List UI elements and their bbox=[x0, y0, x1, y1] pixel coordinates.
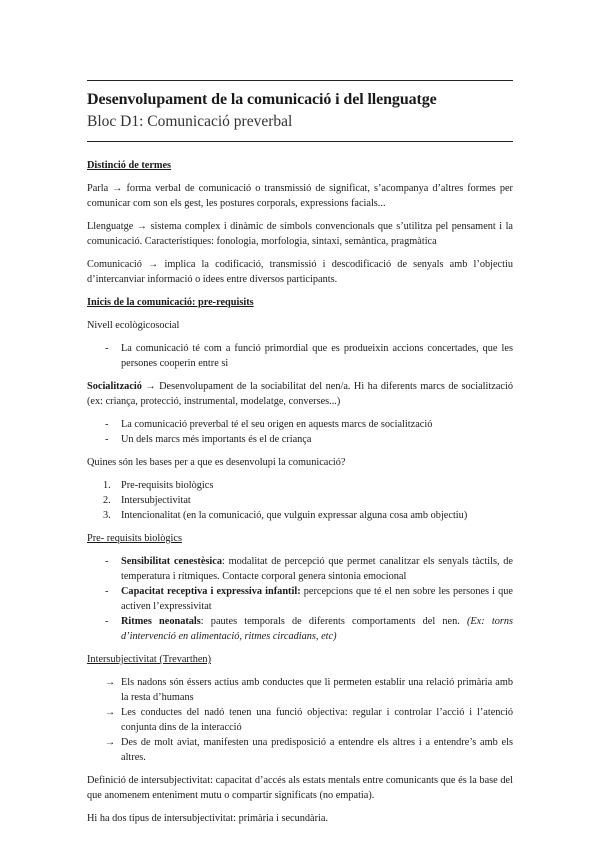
paragraph-parla: Parla → forma verbal de comunicació o transmissió de significat, s’acompanya d’altres formes per comunicar com son els gest, les postures corporals, expressions facials... bbox=[87, 183, 513, 209]
list-item: - La comunicació preverbal té el seu origen en aquests marcs de socialització bbox=[105, 419, 433, 430]
socialitzacio-list bbox=[87, 417, 513, 447]
paragraph-llenguatge: Llenguatge → sistema complex i dinàmic de símbols convencionals que s’utilitza pel pensament i la comunicació. Característiques: fonologia, morfologia, sintaxi, semàntica, pragmàtica bbox=[87, 221, 513, 247]
intersubjectivitat-list bbox=[87, 675, 513, 765]
section-heading-inicis: Inicis de la comunicació: pre-requisits bbox=[87, 297, 254, 308]
paragraph-comunicacio: Comunicació → implica la codificació, transmissió i descodificació de senyals amb l’objectiu d’intercanviar informació o idees entre diversos participants. bbox=[87, 259, 513, 285]
list-item: → Les conductes del nadó tenen una funció objectiva: regular i controlar l’acció i l’atenció conjunta dins de la interacció bbox=[105, 707, 513, 733]
page-title: Desenvolupament de la comunicació i del llenguatge bbox=[87, 91, 437, 108]
list-item: 2. Intersubjectivitat bbox=[103, 495, 191, 506]
section-heading-distincio: Distinció de termes bbox=[87, 160, 172, 171]
biologics-list bbox=[87, 554, 513, 644]
arrow-icon: → bbox=[105, 707, 116, 718]
bases-question: Quines són les bases per a que es desenvolupi la comunicació? bbox=[87, 457, 346, 468]
list-item: - Un dels marcs més importants és el de criança bbox=[105, 434, 312, 445]
list-item: - La comunicació té com a funció primordial que es produeixin accions concertades, que les persones cooperin entre si bbox=[105, 343, 513, 369]
list-item: - Ritmes neonatals: pautes temporals de diferents comportaments del nen. (Ex: torns d’intervenció en alimentació, ritmes circadians, etc) bbox=[105, 616, 514, 642]
subheading-nivell: Nivell ecològicosocial bbox=[87, 320, 180, 331]
list-item: → Els nadons són éssers actius amb conductes que li permeten establir una relació primària amb la resta d’humans bbox=[105, 677, 513, 703]
list-item: - Sensibilitat cenestèsica: modalitat de percepció que permet canalitzar els senyals tàctils, de temperatura i rítmiques. Contacte corporal genera sintonia emocional bbox=[105, 556, 513, 582]
top-rule bbox=[87, 80, 513, 81]
arrow-icon: → bbox=[105, 677, 116, 688]
list-item: 3. Intencionalitat (en la comunicació, que vulguin expressar alguna cosa amb objectiu) bbox=[103, 510, 468, 521]
paragraph-socialitzacio: Socialització → Desenvolupament de la sociabilitat del nen/a. Hi ha diferents marcs de socialització (ex: criança, protecció, instrumental, modelatge, converses...) bbox=[87, 381, 513, 407]
nivell-list bbox=[87, 341, 513, 371]
list-item: 1. Pre-requisits biològics bbox=[103, 480, 214, 491]
page-subtitle: Bloc D1: Comunicació preverbal bbox=[87, 113, 293, 130]
paragraph-definicio: Definició de intersubjectivitat: capacitat d’accés als estats mentals entre comunicants que és la base del que anomenem enteniment mutu o compartir significats (no empatia). bbox=[87, 775, 513, 801]
list-item: - Capacitat receptiva i expressiva infantil: percepcions que té el nen sobre les persones i que activen l’expressivitat bbox=[105, 586, 513, 612]
arrow-icon: → bbox=[105, 737, 116, 748]
section-heading-intersubjectivitat: Intersubjectivitat (Trevarthen) bbox=[87, 654, 211, 665]
bases-list bbox=[87, 478, 513, 523]
bottom-rule bbox=[87, 141, 513, 142]
document-body bbox=[87, 158, 513, 834]
paragraph-tipus: Hi ha dos tipus de intersubjectivitat: primària i secundària. bbox=[87, 813, 329, 824]
section-heading-biologics: Pre- requisits biològics bbox=[87, 533, 182, 544]
list-item: → Des de molt aviat, manifesten una predisposició a entendre els altres i a entendre’s amb els altres. bbox=[105, 737, 513, 763]
